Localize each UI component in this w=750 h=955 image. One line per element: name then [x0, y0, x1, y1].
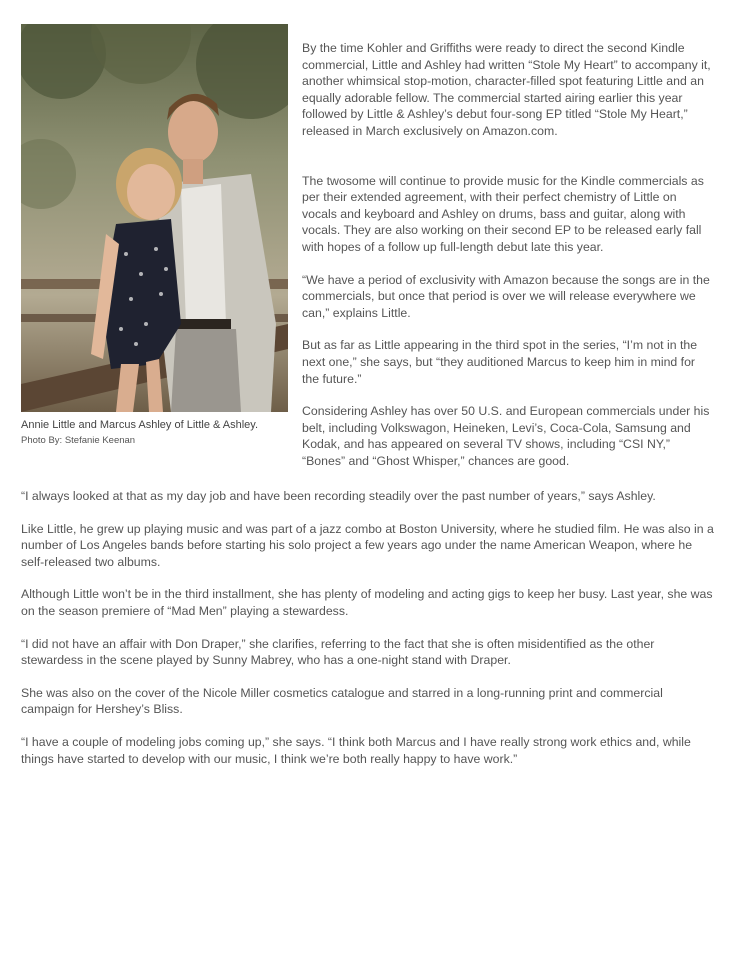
paragraph: She was also on the cover of the Nicole Miller cosmetics catalogue and starred in a long-running print and commercial campaign for Hershey’s Bliss. [21, 685, 663, 717]
paragraph: Like Little, he grew up playing music and was part of a jazz combo at Boston University, where he studied film. He was also in a number of Los Angeles bands before starting his solo project a few years ago under the name American Weapon, where he self-released two albums. [21, 521, 714, 569]
paragraph: Considering Ashley has over 50 U.S. and European commercials under his belt, including Volkswagon, Heineken, Levi’s, Coca-Cola, Samsung and Kodak, and has appeared on several TV shows, including “CSI NY,” “Bones” and “Ghost Whisper,” chances are good. [302, 404, 710, 468]
paragraph: By the time Kohler and Griffiths were ready to direct the second Kindle commercial, Little and Ashley had written “Stole My Heart” to accompany it, another whimsical stop-motion, character-filled spot featuring Little and an equally adorable fellow. The commercial started airing earlier this year followed by Little & Ashley’s debut four-song EP titled “Stole My Heart,” released in March exclusively on Amazon.com. [302, 41, 711, 138]
photo-caption: Annie Little and Marcus Ashley of Little & Ashley. [21, 419, 259, 431]
photo-caption-block [21, 418, 296, 448]
full-width-text [21, 488, 715, 783]
paragraph: Although Little won’t be in the third installment, she has plenty of modeling and acting gigs to keep her busy. Last year, she was on the season premiere of “Mad Men” playing a stewardess. [21, 587, 713, 618]
paragraph: “I have a couple of modeling jobs coming up,” she says. “I think both Marcus and I have really strong work ethics and, while things have started to develop with our music, I think we’re both really happy to have work.” [21, 734, 691, 766]
article-photo [21, 24, 288, 412]
paragraph: “We have a period of exclusivity with Amazon because the songs are in the commercials, but once that period is over we will release everywhere we can,” explains Little. [302, 272, 710, 320]
paragraph: “I did not have an affair with Don Draper,” she clarifies, referring to the fact that she is often misidentified as the other stewardess in the scene played by Sunny Mabrey, who has a one-night stand with Draper. [21, 636, 655, 668]
couple-photo-illustration [21, 24, 288, 412]
paragraph: “I always looked at that as my day job and have been recording steadily over the past number of years,” says Ashley. [21, 489, 656, 503]
photo-credit: Photo By: Stefanie Keenan [21, 435, 136, 446]
paragraph: But as far as Little appearing in the third spot in the series, “I’m not in the next one,” she says, but “they auditioned Marcus to keep him in mind for the future.” [302, 338, 698, 386]
right-column-text [302, 40, 714, 485]
paragraph: The twosome will continue to provide music for the Kindle commercials as per their extended agreement, with their perfect chemistry of Little on vocals and keyboard and Ashley on drums, bass and guitar, along with vocals. They are also working on their second EP to be released early fall with hopes of a follow up full-length debut late this year. [302, 173, 704, 254]
